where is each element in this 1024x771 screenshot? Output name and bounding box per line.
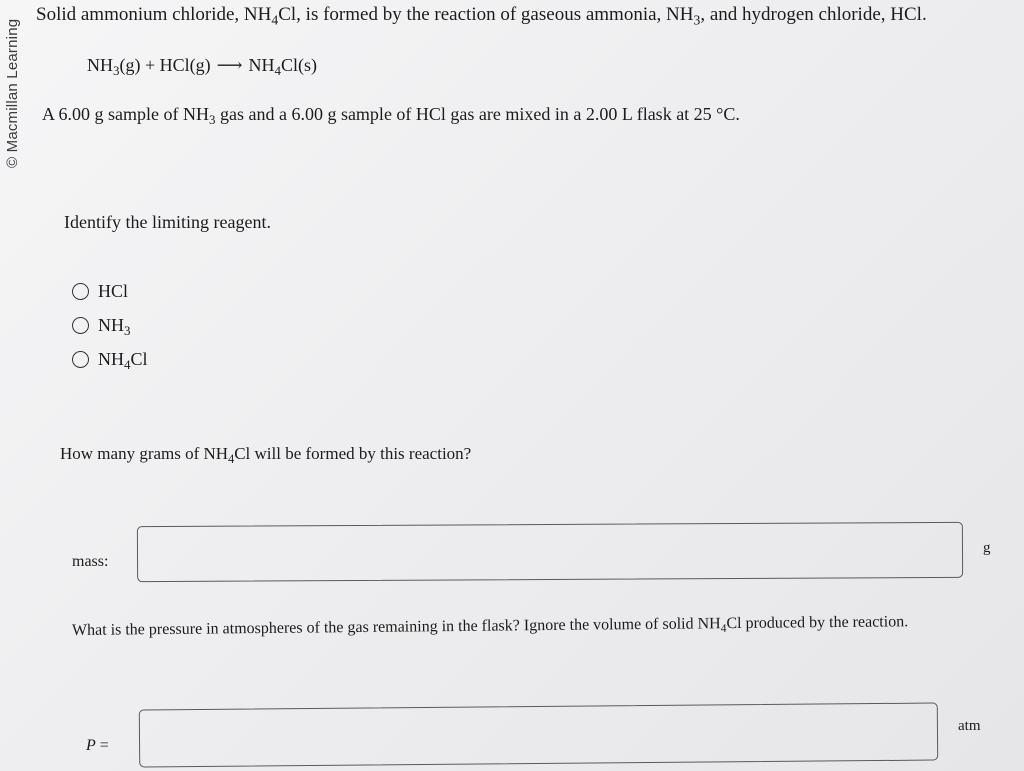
copyright-watermark: © Macmillan Learning — [4, 18, 21, 168]
pressure-question: What is the pressure in atmospheres of the gas remaining in the flask? Ignore the volume of solid $NH_4Cl$ produced by the reaction. — [71, 613, 909, 639]
reaction-arrow-icon: ⟶ — [216, 55, 243, 75]
limiting-reagent-question: Identify the limiting reagent. — [64, 212, 271, 232]
option-hcl-label: HCl — [98, 281, 129, 301]
sample-description: A 6.00 g sample of $NH_3$ gas and a 6.00 g sample of HCl gas are mixed in a 2.00 L flask at 25 °C. — [42, 104, 740, 128]
reaction-equation: $NH_3(g) + HCl(g)$ ⟶ $NH_4Cl(s)$ — [87, 55, 317, 79]
mass-question: How many grams of $NH_4Cl$ will be formed by this reaction? — [60, 444, 472, 466]
pressure-label: P = — [86, 737, 109, 754]
option-nh4cl-label: $NH_4Cl$ — [98, 349, 148, 373]
pressure-unit: atm — [958, 718, 981, 734]
radio-nh4cl[interactable] — [72, 351, 89, 368]
option-nh3-label: $NH_3$ — [98, 315, 131, 339]
mass-input[interactable] — [137, 522, 963, 582]
mass-unit: g — [983, 540, 991, 556]
radio-hcl[interactable] — [72, 283, 89, 300]
pressure-input[interactable] — [139, 703, 938, 768]
option-nh4cl[interactable] — [72, 349, 148, 373]
radio-nh3[interactable] — [72, 317, 89, 334]
intro-text: Solid ammonium chloride, $NH_4Cl$, is formed by the reaction of gaseous ammonia, $NH_3$, and hydrogen chloride, HCl. — [36, 4, 927, 28]
mass-label: mass: — [72, 553, 109, 570]
option-hcl[interactable] — [72, 281, 128, 302]
option-nh3[interactable] — [72, 315, 131, 339]
